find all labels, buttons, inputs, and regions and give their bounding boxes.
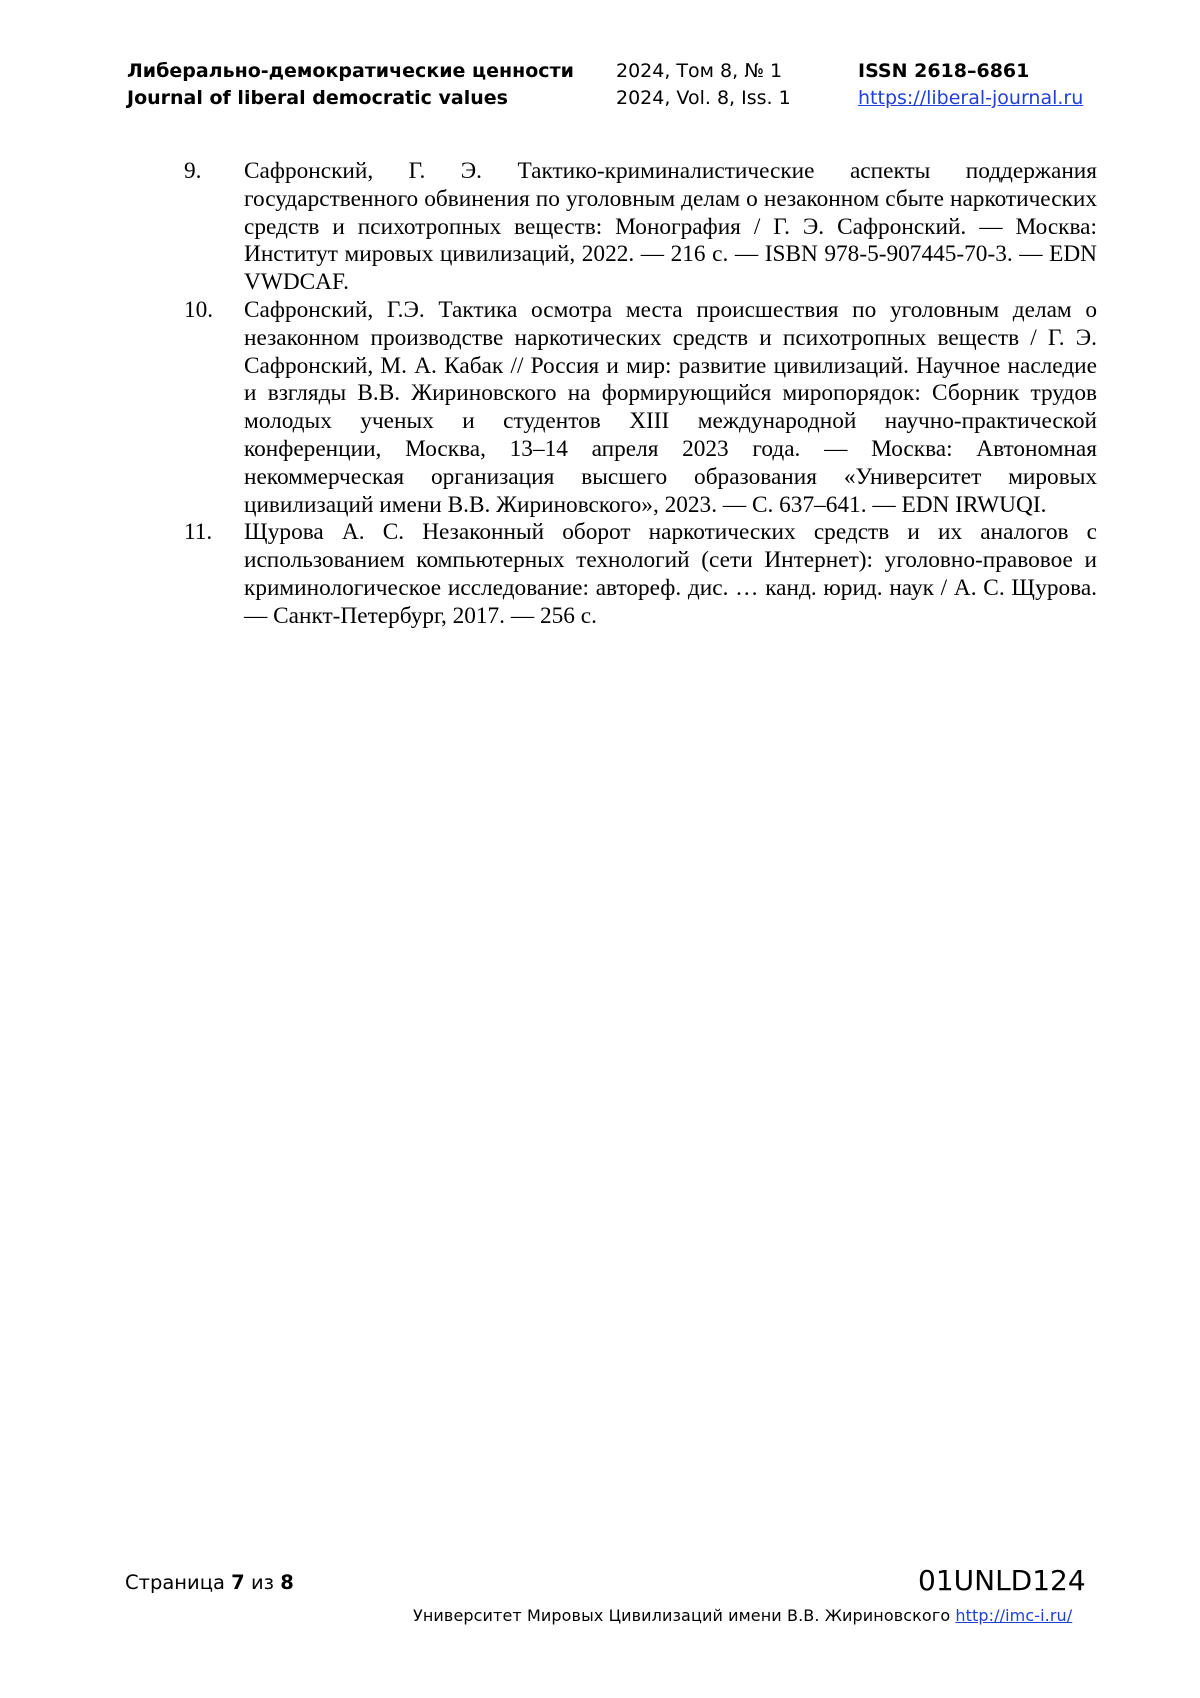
page-of: из — [250, 1571, 274, 1594]
issue-info-en: 2024, Vol. 8, Iss. 1 — [616, 87, 791, 109]
reference-number: 9. — [184, 158, 202, 184]
issn-number: ISSN 2618–6861 — [858, 60, 1030, 82]
page-header — [127, 58, 1097, 118]
reference-item — [184, 519, 1097, 630]
reference-item — [184, 297, 1097, 519]
journal-title-en: Journal of liberal democratic values — [127, 87, 508, 109]
journal-title-block — [127, 58, 574, 112]
page-current: 7 — [231, 1571, 245, 1594]
issn-block — [858, 58, 1083, 112]
reference-number: 10. — [184, 296, 214, 323]
reference-text: Сафронский, Г.Э. Тактика осмотра места происшествия по уголовным делам о незаконном производстве наркотических средств и психотропных веществ / Г. Э. Сафронский, М. А. Кабак // Россия и мир: развитие цивилизаций. Научное наследие и взгляды В.В. Жириновского на формирующийся миропорядок: Сборник трудов молодых ученых и студентов XIII международной научно-практической конференции, Москва, 13–14 апреля 2023 года. — Москва: Автономная некоммерческая организация высшего образования «Университет мировых цивилизаций имени В.В. Жириновского», 2023. — С. 637–641. — EDN IRWUQI. — [244, 296, 1097, 518]
reference-item — [184, 158, 1097, 297]
reference-text: Щурова А. С. Незаконный оборот наркотических средств и их аналогов с использованием компьютерных технологий (сети Интернет): уголовно-правовое и криминологическое исследование: автореф. дис. … канд. юрид. наук / А. С. Щурова. — Санкт-Петербург, 2017. — 256 с. — [244, 519, 1097, 629]
reference-number: 11. — [184, 519, 213, 546]
page-total: 8 — [280, 1571, 294, 1594]
journal-site-link[interactable]: https://liberal-journal.ru — [858, 87, 1084, 109]
reference-list — [184, 158, 1097, 631]
issue-info-ru: 2024, Том 8, № 1 — [616, 60, 783, 82]
page-label: Страница — [125, 1571, 225, 1594]
page-counter — [125, 1570, 294, 1596]
journal-title-ru: Либерально-демократические ценности — [127, 60, 574, 82]
reference-text: Сафронский, Г. Э. Тактико-криминалистические аспекты поддержания государственного обвинения по уголовным делам о незаконном сбыте наркотических средств и психотропных веществ: Монография / Г. Э. Сафронский. — Москва: Институт мировых цивилизаций, 2022. — 216 с. — ISBN 978-5-907445-70-3. — EDN VWDCAF. — [244, 158, 1097, 296]
issue-info-block — [616, 58, 791, 112]
university-line — [413, 1605, 1072, 1627]
article-code: 01UNLD124 — [918, 1564, 1086, 1597]
university-name: Университет Мировых Цивилизаций имени В.В. Жириновского — [413, 1606, 951, 1625]
university-link[interactable]: http://imc-i.ru/ — [955, 1606, 1073, 1625]
